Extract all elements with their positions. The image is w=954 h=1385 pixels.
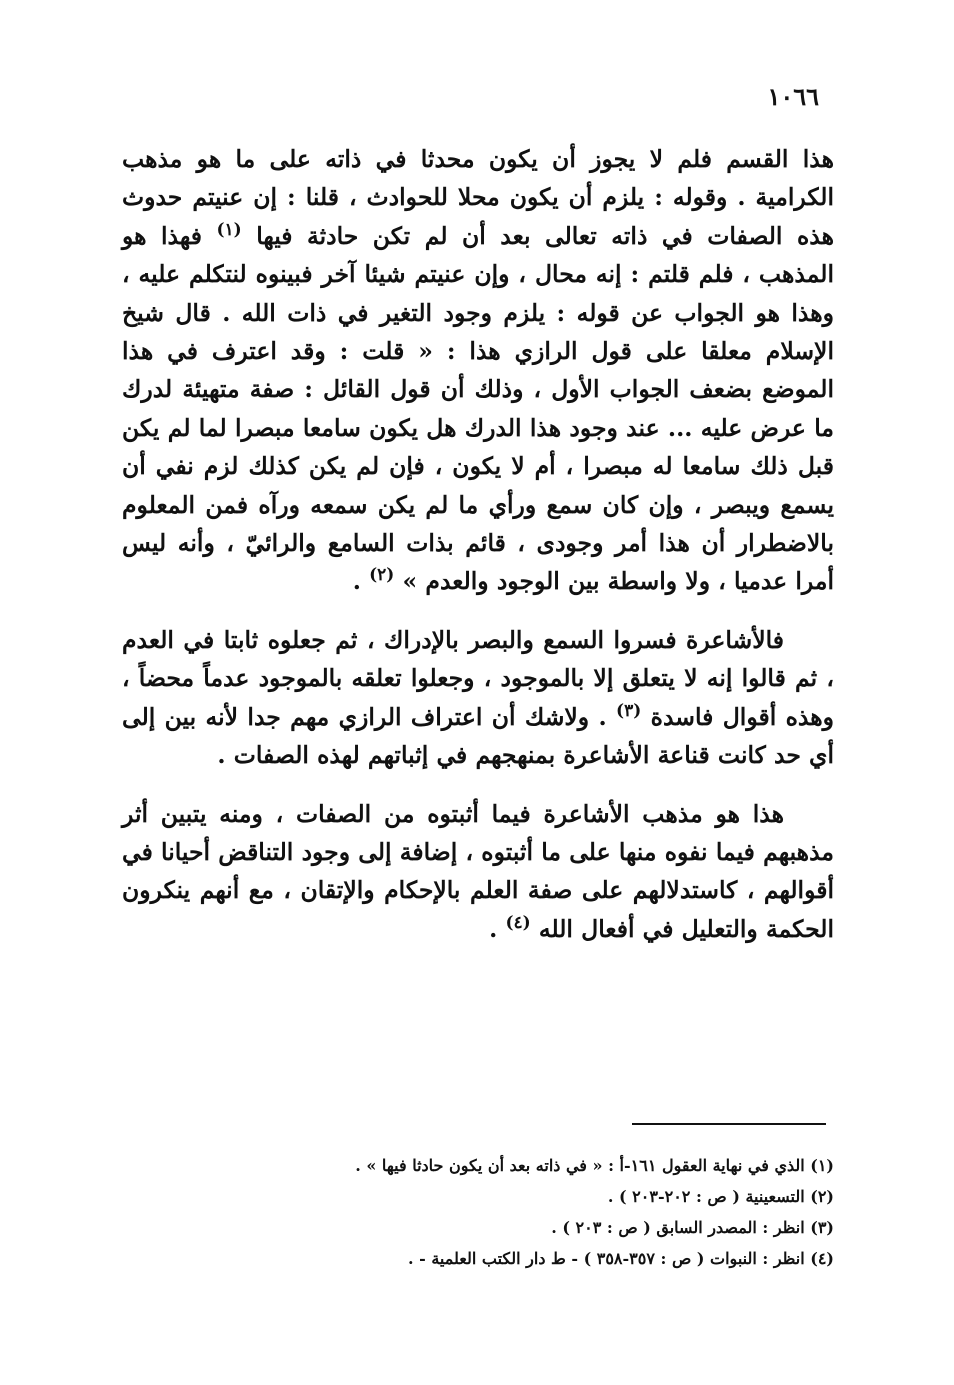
footnote-reference[interactable]: (٣) bbox=[616, 700, 642, 721]
footnote-reference[interactable]: (٢) bbox=[369, 565, 395, 586]
page-number: ١٠٦٦ bbox=[767, 82, 819, 111]
paragraph-2 bbox=[122, 621, 834, 775]
footnote-1: (١) الذي في نهاية العقول ١٦١-أ : « في ذاته بعد أن يكون حادثا فيها » . bbox=[355, 1156, 834, 1175]
paragraph-text: . bbox=[489, 914, 506, 943]
footnote-reference[interactable]: (١) bbox=[216, 219, 242, 240]
footnote-3: (٣) انظر : المصدر السابق ( ص : ٢٠٣ ) . bbox=[551, 1218, 834, 1237]
paragraph-3 bbox=[122, 795, 834, 949]
paragraph-text: فالأشاعرة فسروا السمع والبصر بالإدراك ، ثم جعلوه ثابتا في العدم ، ثم قالوا إنه لا يتعلق إلا بالموجود ، وجعلوا تعلقه بالموجود عدماً محضاً ، وهذه أقوال فاسدة bbox=[122, 625, 834, 731]
paragraph-text: هذا القسم فلم لا يجوز أن يكون محدثا في ذاته على ما هو مذهب الكرامية . وقوله : يلزم أن يكون محلا للحوادث ، قلنا : إن عنيتم حدوث هذه الصفات في ذاته تعالى بعد أن لم تكن حادثة فيها bbox=[122, 145, 834, 250]
footnote-reference[interactable]: (٤) bbox=[505, 912, 531, 933]
paragraph-text: هذا هو مذهب الأشاعرة فيما أثبتوه من الصفات ، ومنه يتبين أثر مذهبهم فيما نفوه منها على ما أثبتوه ، إضافة إلى وجود التناقض أحيانا في أقوالهم ، كاستدلالهم على صفة العلم بالإحكام والإتقان ، مع أنهم ينكرون الحكمة والتعليل في أفعال الله bbox=[122, 799, 834, 943]
footnote-4: (٤) انظر : النبوات ( ص : ٣٥٧-٣٥٨ ) - ط دار الكتب العلمية - . bbox=[407, 1249, 834, 1268]
footnotes bbox=[134, 1150, 834, 1274]
paragraph-text: . bbox=[352, 567, 370, 596]
paragraph-text: فهذا هو المذهب ، فلم قلتم : إنه محال ، وإن عنيتم شيئا آخر فبينوه لنتكلم عليه ، وهذا هو الجواب عن قوله : يلزم وجود التغير في ذات الله . قال شيخ الإسلام معلقا على قول الرازي هذا : « قلت : وقد اعترف في هذا الموضع بضعف الجواب الأول ، وذلك أن قول القائل : صفة متهيئة لدرك ما عرض عليه ... عند وجود هذا الدرك هل يكون سامعا مبصرا لما لم يكن قبل ذلك سامعا له مبصرا ، أم لا يكون ، فإن لم يكن كذلك لزم نفي أن يسمع ويبصر ، وإن كان سمع ورأي ما لم يكن سمعه ورآه فمن المعلوم بالاضطرار أن هذا أمر وجودى ، قائم بذات السامع والرائيّ ، وأنه ليس أمرا عدميا ، ولا واسطة بين الوجود والعدم » bbox=[122, 221, 834, 596]
footnote-2: (٢) التسعينية ( ص : ٢٠٢-٢٠٣ ) . bbox=[607, 1187, 834, 1206]
main-text bbox=[122, 140, 834, 948]
paragraph-1 bbox=[122, 140, 834, 601]
paragraph-text: . ولاشك أن اعتراف الرازي مهم جدا لأنه بين إلى أي حد كانت قناعة الأشاعرة بمنهجهم في إثباتهم لهذه الصفات . bbox=[122, 702, 834, 770]
footnote-separator bbox=[632, 1123, 826, 1125]
